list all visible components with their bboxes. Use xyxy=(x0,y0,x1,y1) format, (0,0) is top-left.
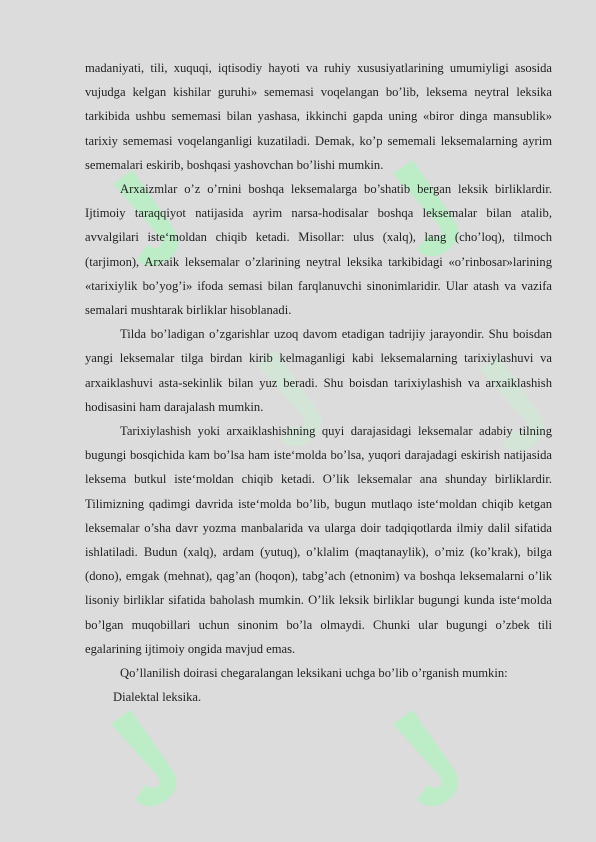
body-text xyxy=(85,56,552,709)
paragraph: Tilda bo’ladigan o’zgarishlar uzoq davom etadigan tadrijiy jarayondir. Shu boisdan yangi leksemalar tilga birdan kirib kelmaganligi kabi leksemalarning tarixiylashuvi va arxaiklashuvi asta-sekinlik bilan yuz beradi. Shu boisdan tarixiylashish va arxaiklashish hodisasini ham darajalash mumkin. xyxy=(85,327,552,414)
list-item: Dialektal leksika. xyxy=(113,690,202,705)
paragraph: Tarixiylashish yoki arxaiklashishning quyi darajasidagi leksemalar adabiy tilning bugungi bosqichida kam bo’lsa ham iste‘molda bo’lsa, yuqori darajadagi eskirish natijasida leksema butkul iste‘moldan chiqib ketadi. O’lik leksemalar ana shunday birliklardir. Tilimizning qadimgi davrida iste‘molda bo’lib, bugun mutlaqo iste‘moldan chiqib ketgan leksemalar o’sha davr yozma manbalarida va ularga doir tadqiqotlarda ilmiy dalil sifatida ishlatiladi. Budun (xalq), ardam (yutuq), o’klalim (maqtanaylik), o’miz (ko’krak), bilga (dono), emgak (mehnat), qag’an (hoqon), tabg’ach (etnonim) va boshqa leksemalarni o’lik lisoniy birliklar sifatida baholash mumkin. O’lik leksik birliklar bugungi kunda iste‘molda bo’lgan muqobillari uchun sinonim bo’la olmaydi. Chunki ular bugungi o’zbek tili egalarining ijtimoiy ongida mavjud emas. xyxy=(85,424,552,656)
watermark-icon xyxy=(372,690,482,820)
paragraph: Arxaizmlar o’z o’rnini boshqa leksemalarga bo’shatib bergan leksik birliklardir. Ijtimoiy taraqqiyot natijasida ayrim narsa-hodisalar boshqa leksemalar bilan atalib, avvalgilari iste‘moldan chiqib ketadi. Misollar: ulus (xalq), lang (cho’loq), tilmoch (tarjimon), Arxaik leksemalar o’zlarining neytral leksika tarkibidagi «o’rinbosar»larining «tarixiylik bo’yog’i» ifoda semasi bilan farqlanuvchi sinonimlaridir. Ular atash va vazifa semalari mushtarak birliklar hisoblanadi. xyxy=(85,182,552,318)
watermark-icon xyxy=(90,690,200,820)
paragraph: madaniyati, tili, xuquqi, iqtisodiy hayoti va ruhiy xususiyatlarining umumiyligi asosida vujudga kelgan kishilar guruhi» sememasi voqelangan bo’lib, leksema neytral leksika tarkibida ushbu sememasi bilan yashasa, ikkinchi gapda uning «biror dinga mansublik» tarixiy sememasi voqelanganligi kuzatiladi. Demak, ko’p sememali leksemalarning ayrim sememalari eskirib, boshqasi yashovchan bo’lishi mumkin. xyxy=(85,61,552,172)
paragraph: Qo’llanilish doirasi chegaralangan leksikani uchga bo’lib o’rganish mumkin: xyxy=(120,666,508,681)
